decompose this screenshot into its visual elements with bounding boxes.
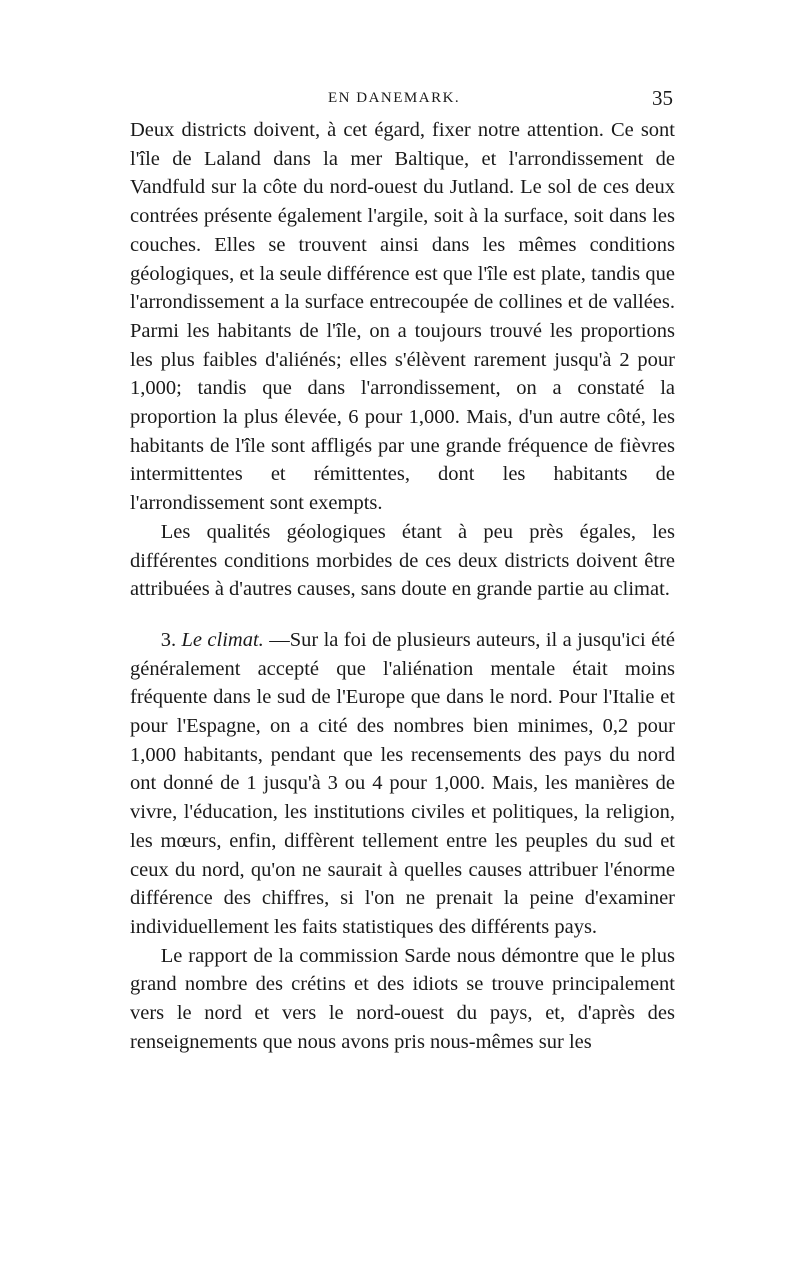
section-text: —Sur la foi de plusieurs auteurs, il a jusqu'ici été généralement accepté que l'aliénation mentale était moins fréquente dans le sud de l'Europe que dans le nord. Pour l'Italie et pour l'Espagne, on a cité des nombres bien minimes, 0,2 pour 1,000 habitants, pendant que les recensements des pays du nord ont donné de 1 jusqu'à 3 ou 4 pour 1,000. Mais, les manières de vivre, l'éducation, les institutions civiles et politiques, la religion, les mœurs, enfin, diffèrent tellement entre les peuples du sud et ceux du nord, qu'on ne saurait à quelles causes attribuer l'énorme différence des chiffres, si l'on ne prenait la peine d'examiner individuellement les faits statistiques des différents pays. xyxy=(130,628,676,938)
section-title: Le climat. xyxy=(181,628,264,651)
running-title: EN DANEMARK. xyxy=(328,90,461,106)
paragraph-sardinian-commission: Le rapport de la commission Sarde nous démontre que le plus grand nombre des crétins et des idiots se trouve principalement vers le nord et vers le nord-ouest du pays, et, d'après des renseignements que nous avons pris nous-mêmes sur les xyxy=(130,944,675,1053)
paragraph-laland-vandfuld: Deux districts doivent, à cet égard, fixer notre attention. Ce sont l'île de Laland dans la mer Baltique, et l'arrondissement de Vandfuld sur la côte du nord-ouest du Jutland. Le sol de ces deux contrées présente également l'argile, soit à la surface, soit dans les couches. Elles se trouvent ainsi dans les mêmes conditions géologiques, et la seule différence est que l'île est plate, tandis que l'arrondissement a la surface entrecoupée de collines et de vallées. Parmi les habitants de l'île, on a toujours trouvé les proportions les plus faibles d'aliénés; elles s'élèvent rarement jusqu'à 2 pour 1,000; tandis que dans l'arrondissement, on a constaté la proportion la plus élevée, 6 pour 1,000. Mais, d'un autre côté, les habitants de l'île sont affligés par une grande fréquence de fièvres intermittentes et rémittentes, dont les habitants de l'arrondissement sont exempts. xyxy=(130,119,675,515)
section-gap xyxy=(130,604,675,626)
running-head xyxy=(130,86,675,116)
section-number: 3. xyxy=(160,628,177,651)
book-page xyxy=(130,86,675,1057)
paragraph-geological-conditions: Les qualités géologiques étant à peu près égales, les différentes conditions morbides de ces deux districts doivent être attribuées à d'autres causes, sans doute en grande partie au climat. xyxy=(130,520,675,601)
page-number: 35 xyxy=(652,86,673,110)
section-climate xyxy=(130,626,675,942)
